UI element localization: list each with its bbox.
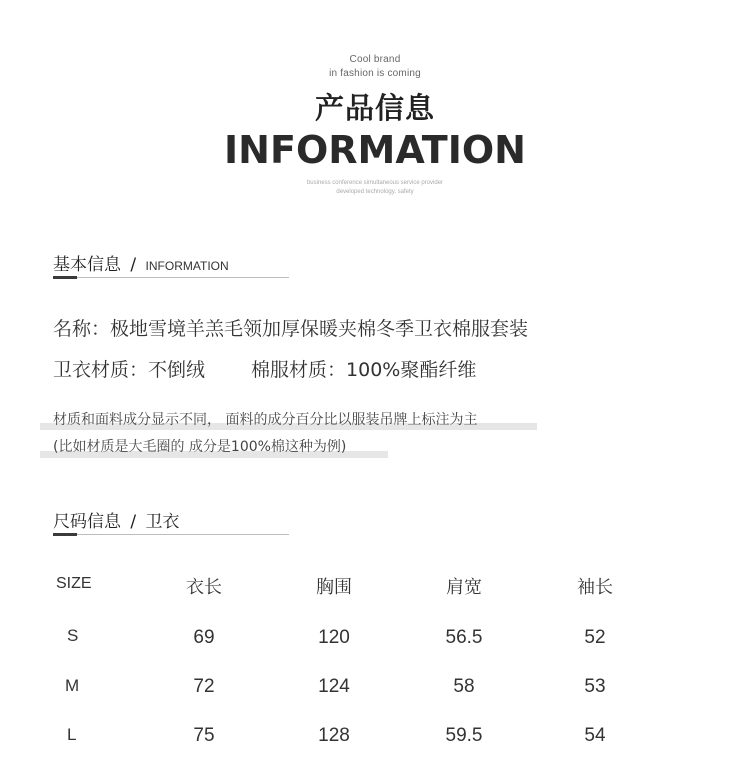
row-sleeve: 53 (584, 676, 606, 697)
table-header-size: SIZE (56, 575, 92, 592)
row-length: 75 (193, 725, 215, 746)
coat-material-value: 100%聚酯纤维 (346, 359, 477, 381)
coat-material-label: 棉服材质： (251, 359, 347, 381)
row-size: M (65, 676, 80, 695)
material-line (53, 355, 476, 382)
sweater-material-label: 卫衣材质： (53, 359, 149, 381)
product-name-label: 名称： (53, 318, 111, 340)
row-shoulder: 59.5 (445, 725, 483, 746)
size-info-heading (53, 507, 180, 532)
row-chest: 124 (318, 676, 350, 697)
page-title-english: INFORMATION (224, 128, 526, 172)
row-size: S (67, 626, 79, 645)
header-small-note-1: business conference simultaneous service provider (306, 180, 444, 186)
row-shoulder: 58 (453, 676, 475, 697)
heading-separator: / (130, 512, 137, 532)
basic-info-heading-sub: INFORMATION (145, 259, 229, 273)
material-notice-2: (比如材质是大毛圈的 成分是100%棉这种为例) (53, 439, 347, 455)
row-length: 72 (193, 676, 215, 697)
section-accent-mark (53, 276, 77, 279)
basic-info-heading-text: 基本信息 (53, 255, 121, 275)
header-small-note-2: developed technology, safety (336, 189, 414, 195)
section-accent-mark (53, 533, 77, 536)
size-info-heading-text: 尺码信息 (53, 512, 121, 532)
row-shoulder: 56.5 (445, 627, 483, 648)
section-divider (53, 534, 289, 535)
table-header-chest: 胸围 (316, 577, 352, 598)
basic-info-heading (53, 250, 229, 275)
row-chest: 120 (318, 627, 350, 648)
size-info-heading-sub: 卫衣 (145, 512, 180, 532)
brand-tagline-2: in fashion is coming (329, 68, 421, 79)
brand-tagline-1: Cool brand (349, 54, 401, 65)
page-title-chinese: 产品信息 (314, 91, 435, 125)
row-sleeve: 54 (584, 725, 606, 746)
row-size: L (67, 725, 77, 744)
heading-separator: / (130, 255, 137, 275)
product-name-value: 极地雪境羊羔毛领加厚保暖夹棉冬季卫衣棉服套装 (110, 318, 529, 340)
product-name-line (53, 314, 528, 341)
table-header-shoulder: 肩宽 (446, 577, 482, 598)
row-chest: 128 (318, 725, 350, 746)
table-header-sleeve: 袖长 (577, 577, 613, 598)
material-notice-1: 材质和面料成分显示不同， 面料的成分百分比以服装吊牌上标注为主 (53, 412, 478, 428)
table-header-length: 衣长 (186, 577, 222, 598)
section-divider (53, 277, 289, 278)
sweater-material-value: 不倒绒 (148, 359, 206, 381)
row-length: 69 (193, 627, 215, 648)
row-sleeve: 52 (584, 627, 606, 648)
